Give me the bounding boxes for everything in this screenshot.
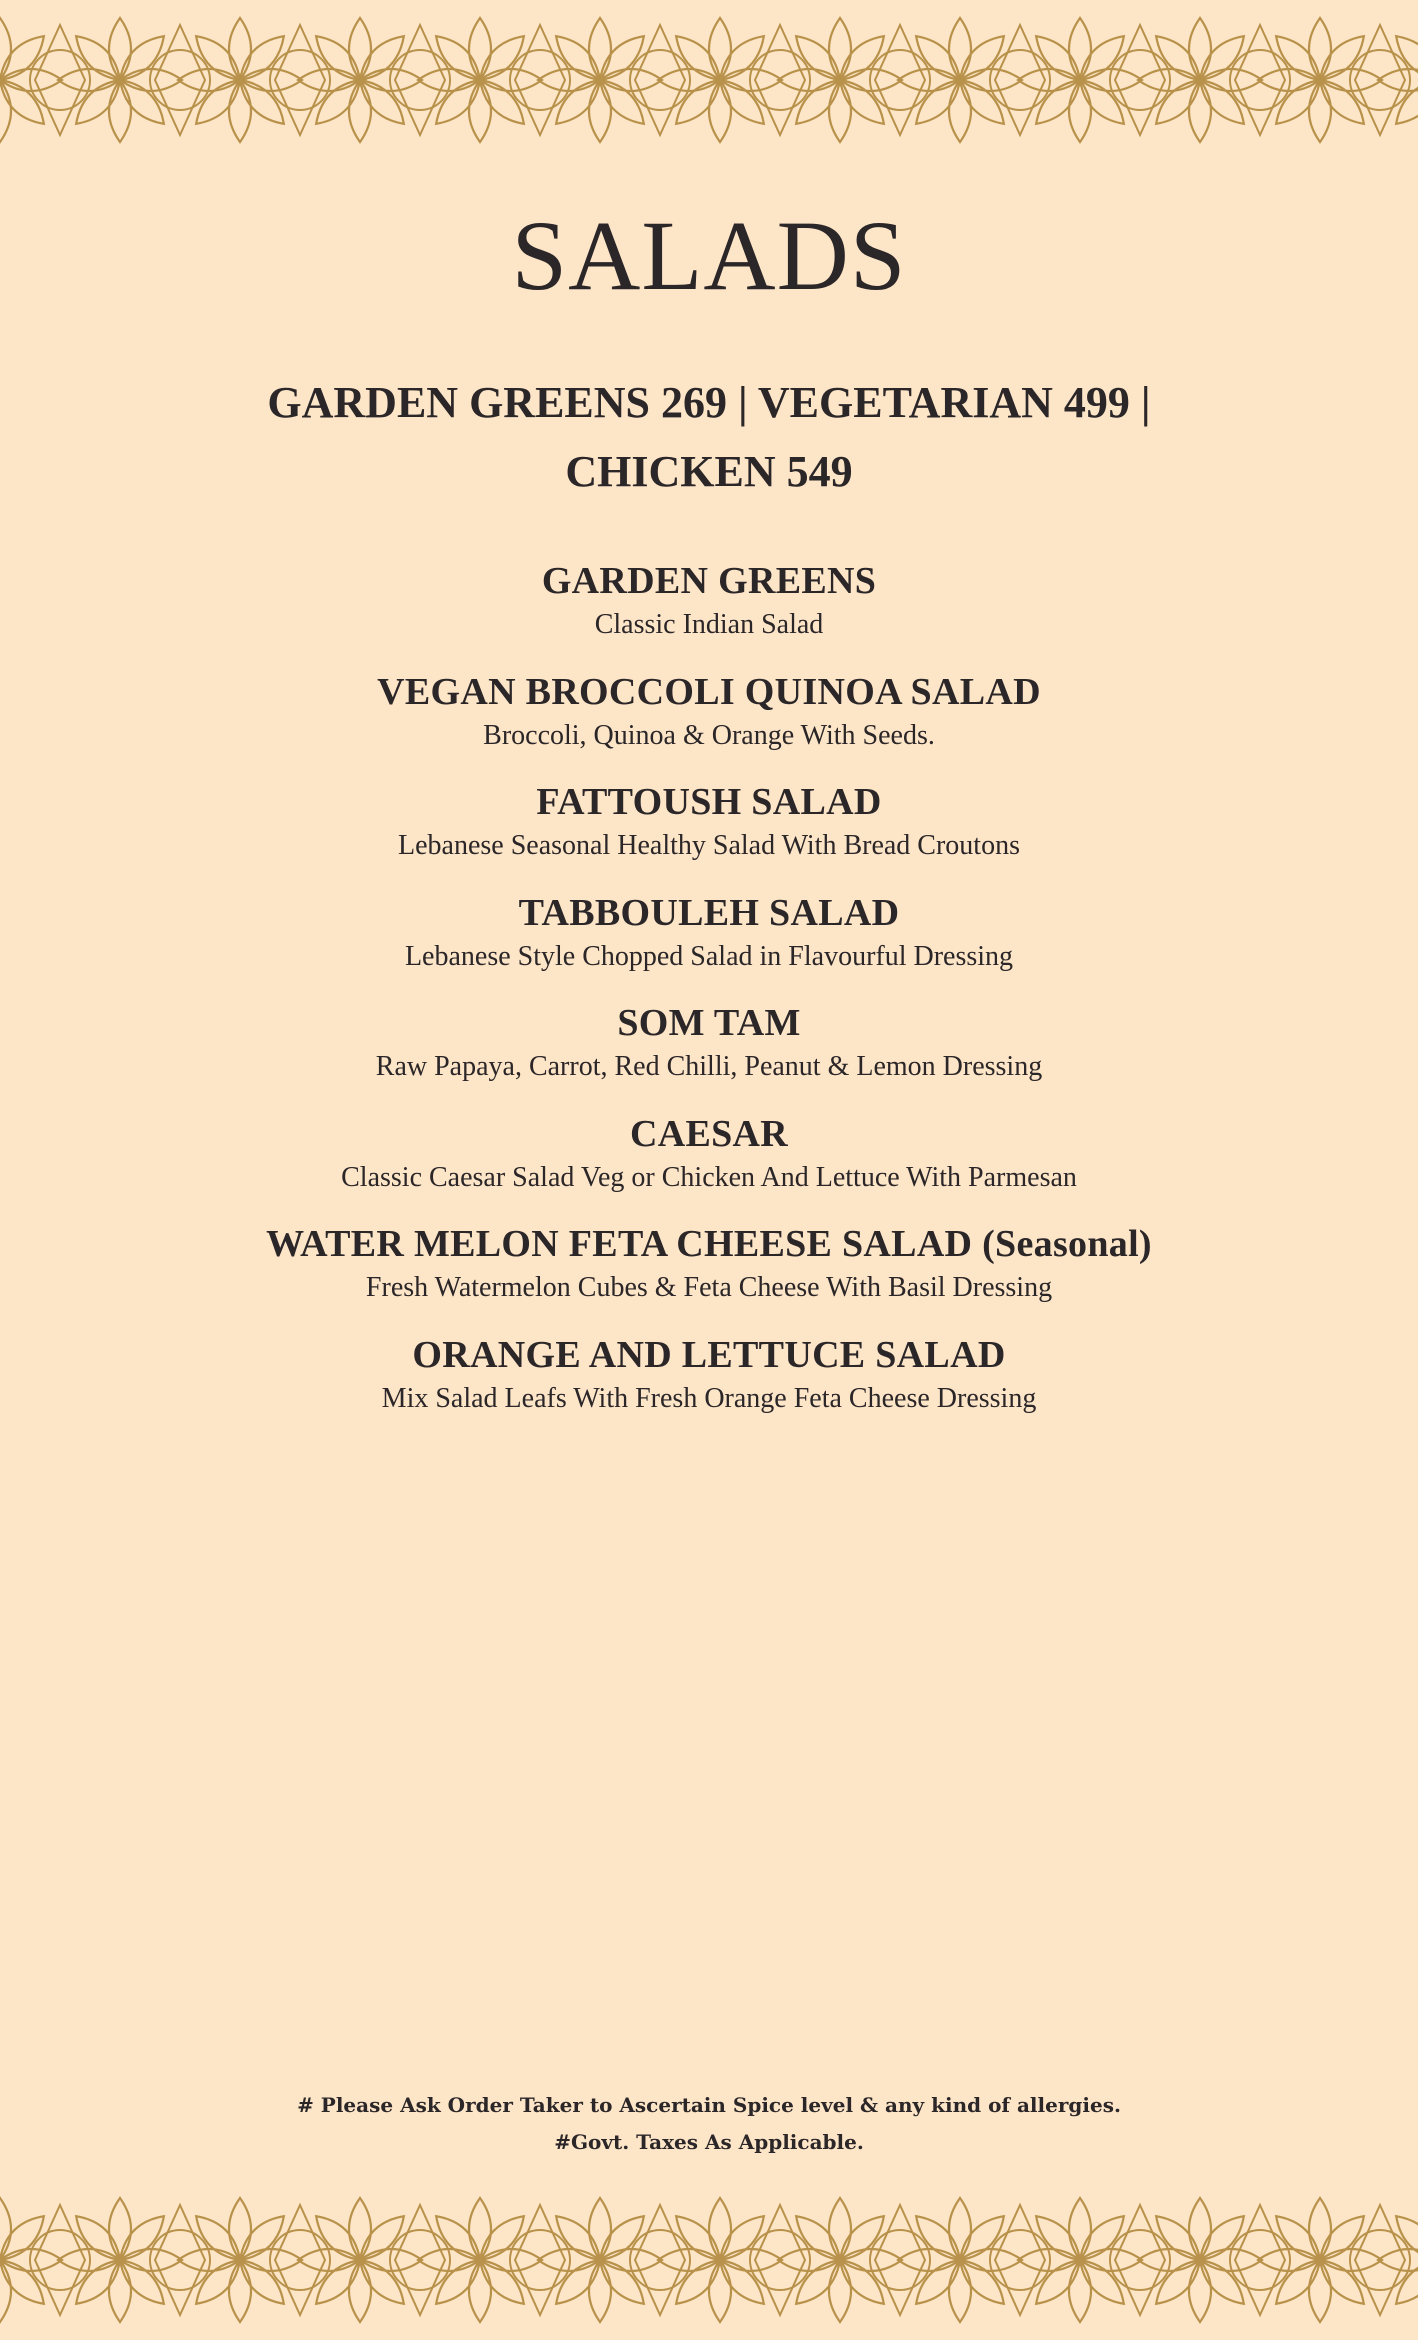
top-ornamental-border	[0, 0, 1418, 160]
item-description: Classic Caesar Salad Veg or Chicken And Lettuce With Parmesan	[341, 1161, 1077, 1193]
menu-title: SALADS	[511, 200, 907, 311]
item-description: Fresh Watermelon Cubes & Feta Cheese With Basil Dressing	[365, 1272, 1053, 1303]
item-name: GARDEN GREENS	[541, 560, 877, 602]
item-name: TABBOULEH SALAD	[518, 891, 900, 934]
allergy-note: # Please Ask Order Taker to Ascertain Spice level & any kind of allergies.	[297, 2093, 1121, 2117]
menu-item	[0, 999, 1418, 1110]
price-line-2: CHICKEN 549	[565, 447, 853, 496]
item-name: CAESAR	[629, 1112, 789, 1155]
item-name: ORANGE AND LETTUCE SALAD	[412, 1333, 1006, 1376]
menu-item	[0, 889, 1418, 1000]
item-description: Mix Salad Leafs With Fresh Orange Feta Cheese Dressing	[381, 1382, 1037, 1414]
item-name: SOM TAM	[617, 1002, 801, 1044]
tax-note: #Govt. Taxes As Applicable.	[554, 2130, 864, 2154]
item-description: Broccoli, Quinoa & Orange With Seeds.	[483, 719, 935, 751]
item-description: Raw Papaya, Carrot, Red Chilli, Peanut & Lemon Dressing	[375, 1051, 1043, 1082]
menu-item	[0, 668, 1418, 779]
menu-item	[0, 1331, 1418, 1442]
item-description: Classic Indian Salad	[594, 609, 824, 640]
lattice-pattern-top	[0, 0, 1418, 160]
item-name: WATER MELON FETA CHEESE SALAD (Seasonal)	[266, 1223, 1152, 1265]
menu-item	[0, 557, 1418, 668]
salad-list	[0, 557, 1418, 1441]
item-name: FATTOUSH SALAD	[536, 781, 882, 823]
item-description: Lebanese Seasonal Healthy Salad With Bread Croutons	[398, 830, 1020, 861]
menu-item	[0, 1220, 1418, 1331]
price-line-1: GARDEN GREENS 269 | VEGETARIAN 499 |	[267, 378, 1151, 427]
menu-item	[0, 1110, 1418, 1221]
item-description: Lebanese Style Chopped Salad in Flavourful Dressing	[404, 940, 1014, 972]
item-name: VEGAN BROCCOLI QUINOA SALAD	[377, 670, 1041, 713]
menu-item	[0, 778, 1418, 889]
bottom-ornamental-border	[0, 2180, 1418, 2340]
lattice-pattern-bottom	[0, 2180, 1418, 2340]
